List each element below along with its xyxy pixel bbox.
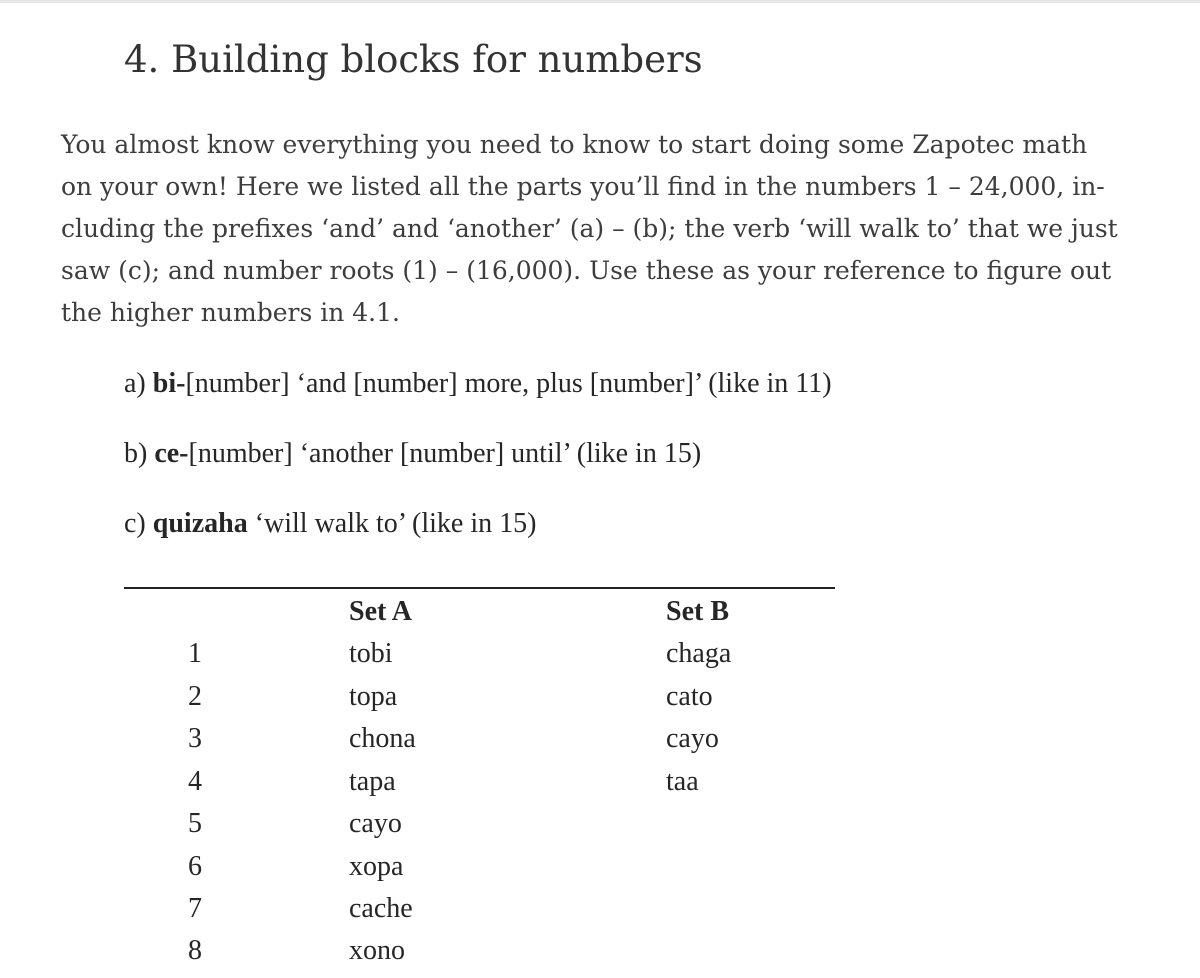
set-b-cell: cayo (666, 723, 719, 754)
definition-marker: b) (124, 438, 155, 469)
row-number: 2 (188, 681, 202, 712)
row-number: 8 (188, 935, 202, 966)
row-number: 4 (188, 766, 202, 797)
row-number: 6 (188, 851, 202, 882)
set-a-cell: chona (349, 723, 416, 754)
definition-marker: a) (124, 368, 153, 399)
row-number: 1 (188, 638, 202, 669)
set-a-cell: tobi (349, 638, 393, 669)
set-a-cell: cache (349, 893, 413, 924)
intro-line: on your own! Here we listed all the parts you’ll find in the numbers 1 – 24,000, in- (61, 172, 1105, 201)
definition-gloss: ‘will walk to’ (like in 15) (247, 508, 537, 539)
intro-line: cluding the prefixes ‘and’ and ‘another’ (a) – (b); the verb ‘will walk to’ that we just (61, 214, 1118, 243)
definition-item (124, 504, 536, 544)
top-divider (0, 0, 1200, 3)
definition-gloss: [number] ‘and [number] more, plus [number]’ (like in 11) (185, 368, 832, 399)
intro-line: saw (c); and number roots (1) – (16,000). Use these as your reference to figure out (61, 256, 1112, 285)
row-number: 3 (188, 723, 202, 754)
intro-line: You almost know everything you need to know to start doing some Zapotec math (61, 130, 1088, 159)
intro-line: the higher numbers in 4.1. (61, 298, 400, 327)
table-top-rule (124, 587, 835, 589)
set-b-header: Set B (666, 596, 729, 627)
set-a-cell: topa (349, 681, 398, 712)
set-a-header: Set A (349, 596, 412, 627)
set-a-cell: xono (349, 935, 405, 966)
definition-item (124, 434, 701, 474)
definition-term: quizaha (152, 508, 248, 539)
definition-item (124, 364, 832, 404)
set-b-cell: chaga (666, 638, 732, 669)
definition-term: bi- (152, 368, 186, 399)
definition-term: ce- (154, 438, 189, 469)
set-a-cell: cayo (349, 808, 402, 839)
intro-paragraph (61, 124, 1136, 334)
set-a-cell: xopa (349, 851, 404, 882)
set-a-cell: tapa (349, 766, 396, 797)
set-b-cell: taa (666, 766, 699, 797)
set-b-cell: cato (666, 681, 713, 712)
row-number: 5 (188, 808, 202, 839)
definition-gloss: [number] ‘another [number] until’ (like in 15) (188, 438, 702, 469)
section-heading: 4. Building blocks for numbers (124, 38, 703, 81)
definition-marker: c) (124, 508, 153, 539)
row-number: 7 (188, 893, 202, 924)
